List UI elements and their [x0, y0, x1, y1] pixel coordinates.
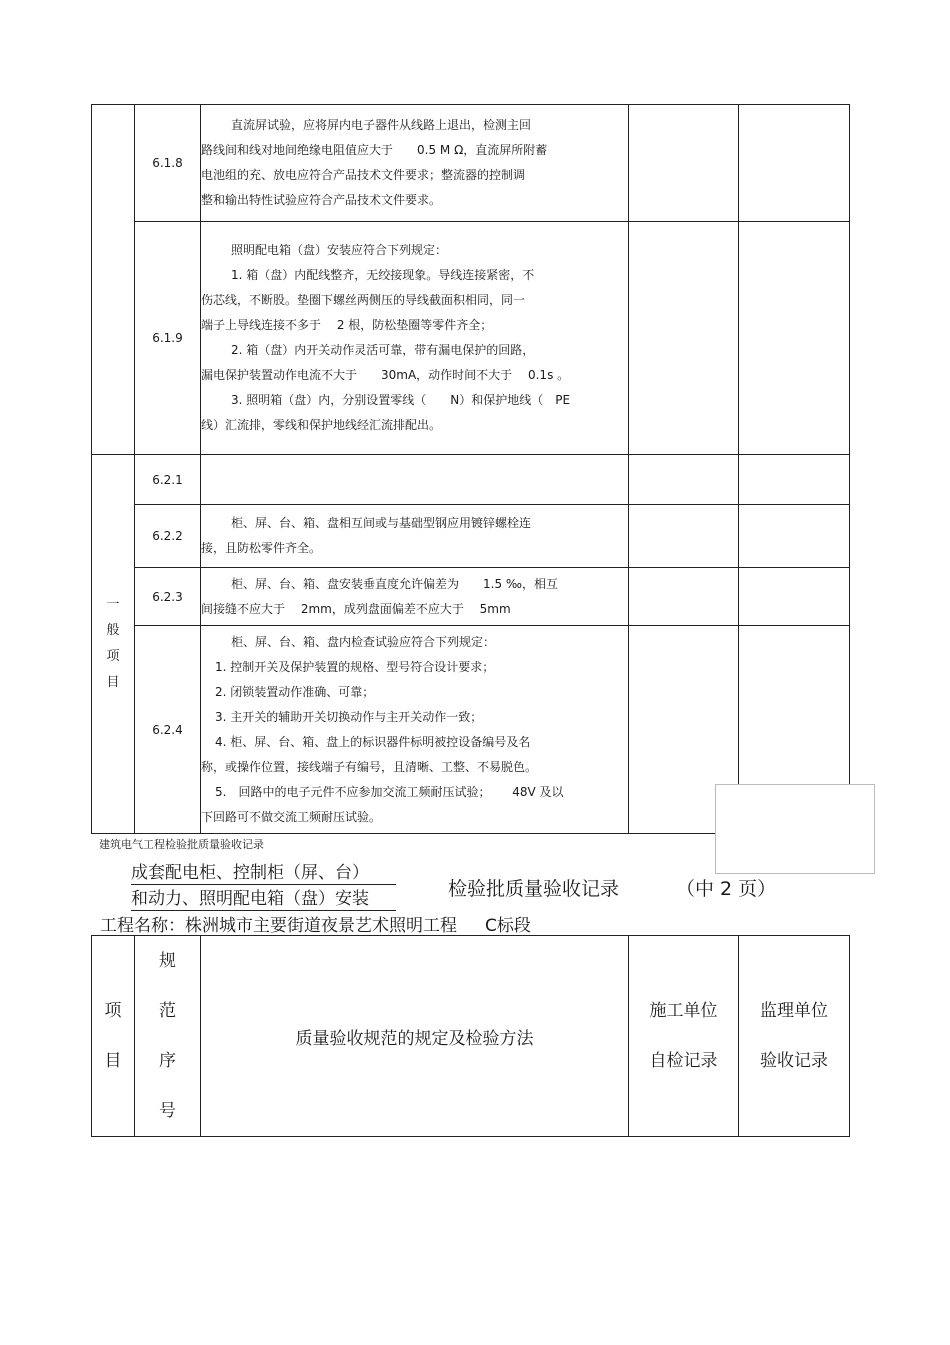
subtitle-line-1: 成套配电柜、控制柜（屏、台） [131, 862, 396, 885]
contractor-check-cell[interactable] [629, 222, 739, 455]
spec-description-cell [201, 505, 629, 568]
spec-code-cell: 6.1.8 [135, 105, 201, 222]
supervisor-check-cell[interactable] [739, 105, 850, 222]
supervisor-check-cell[interactable] [739, 222, 850, 455]
spec-code-cell: 6.2.3 [135, 568, 201, 626]
project-name-label: 工程名称：株洲城市主要街道夜景艺术照明工程 [100, 916, 457, 936]
table-row [92, 568, 850, 626]
desc-line: 整和输出特性试验应符合产品技术文件要求。 [201, 193, 442, 207]
desc-line: 间接缝不应大于 2mm，成列盘面偏差不应大于 5mm [201, 601, 511, 616]
table-row [92, 222, 850, 455]
contractor-check-cell[interactable] [629, 505, 739, 568]
main-items-category-cell [92, 105, 135, 455]
general-items-label: 一 般 项 目 [92, 455, 135, 834]
desc-line: 柜、屏、台、箱、盘相互间或与基础型钢应用镀锌螺栓连 [231, 516, 532, 530]
footer-note: 建筑电气工程检验批质量验收记录 [99, 838, 264, 851]
header-row [92, 936, 850, 1137]
project-section: C标段 [485, 916, 531, 936]
desc-line: 电池组的充、放电应符合产品技术文件要求；整流器的控制调 [201, 168, 526, 182]
header-item: 项 目 [92, 936, 135, 1137]
page-label: （中 2 页） [676, 878, 777, 900]
desc-line: 下回路可不做交流工频耐压试验。 [201, 809, 382, 824]
table-row [92, 505, 850, 568]
inspection-table-main [91, 104, 850, 834]
desc-line: 柜、屏、台、箱、盘安装垂直度允许偏差为 1.5 ‰，相互 [231, 576, 559, 591]
spec-description-cell [201, 568, 629, 626]
desc-line: 伤芯线，不断股。垫圈下螺丝两侧压的导线截面积相同，同一 [201, 293, 526, 307]
desc-line: 4. 柜、屏、台、箱、盘上的标识器件标明被控设备编号及名 [215, 734, 531, 749]
table-row [92, 455, 850, 505]
document-title: 检验批质量验收记录 [448, 878, 620, 900]
spec-code-cell: 6.2.1 [135, 455, 201, 505]
overlay-blank-box [715, 784, 875, 874]
subtitle-line-2: 和动力、照明配电箱（盘）安装 [131, 888, 396, 911]
desc-line: 路线间和线对地间绝缘电阻值应大于 0.5 M Ω，直流屏所附蓄 [201, 143, 548, 157]
desc-line: 照明配电箱（盘）安装应符合下列规定： [231, 243, 448, 257]
desc-line: 端子上导线连接不多于 2 根，防松垫圈等零件齐全； [201, 318, 493, 332]
table-row [92, 105, 850, 222]
spec-description-cell [201, 222, 629, 455]
supervisor-check-cell[interactable] [739, 455, 850, 505]
desc-line: 线）汇流排，零线和保护地线经汇流排配出。 [201, 418, 442, 432]
desc-line: 3. 主开关的辅助开关切换动作与主开关动作一致； [215, 709, 483, 724]
desc-line: 1. 控制开关及保护装置的规格、型号符合设计要求； [215, 659, 495, 674]
desc-line: 漏电保护装置动作电流不大于 30mA，动作时间不大于 0.1s 。 [201, 368, 570, 382]
header-contractor: 施工单位 自检记录 [629, 936, 739, 1137]
spec-description-cell [201, 455, 629, 505]
desc-line: 接，且防松零件齐全。 [201, 541, 322, 555]
spec-code-cell: 6.1.9 [135, 222, 201, 455]
desc-line: 称，或操作位置，接线端子有编号，且清晰、工整、不易脱色。 [201, 759, 538, 774]
desc-line: 直流屏试验，应将屏内电子器件从线路上退出，检测主回 [231, 118, 532, 132]
supervisor-check-cell[interactable] [739, 568, 850, 626]
inspection-table-header [91, 935, 850, 1137]
desc-line: 2. 闭锁装置动作准确、可靠； [215, 684, 375, 699]
desc-line: 3. 照明箱（盘）内，分别设置零线（ N）和保护地线（ PE [231, 393, 571, 407]
supervisor-check-cell[interactable] [739, 505, 850, 568]
spec-code-cell: 6.2.2 [135, 505, 201, 568]
spec-description-cell [201, 105, 629, 222]
contractor-check-cell[interactable] [629, 105, 739, 222]
desc-line: 柜、屏、台、箱、盘内检查试验应符合下列规定： [231, 634, 496, 649]
spec-code-cell: 6.2.4 [135, 626, 201, 834]
spec-description-cell [201, 626, 629, 834]
desc-line: 1. 箱（盘）内配线整齐，无绞接现象。导线连接紧密，不 [231, 268, 535, 282]
header-method: 质量验收规范的规定及检验方法 [201, 936, 629, 1137]
contractor-check-cell[interactable] [629, 568, 739, 626]
header-supervisor: 监理单位 验收记录 [739, 936, 850, 1137]
desc-line: 5. 回路中的电子元件不应参加交流工频耐压试验； 48V 及以 [215, 784, 564, 799]
desc-line: 2. 箱（盘）内开关动作灵活可靠，带有漏电保护的回路， [231, 343, 535, 357]
contractor-check-cell[interactable] [629, 455, 739, 505]
project-name [100, 911, 531, 936]
header-spec-number: 规 范 序 号 [135, 936, 201, 1137]
